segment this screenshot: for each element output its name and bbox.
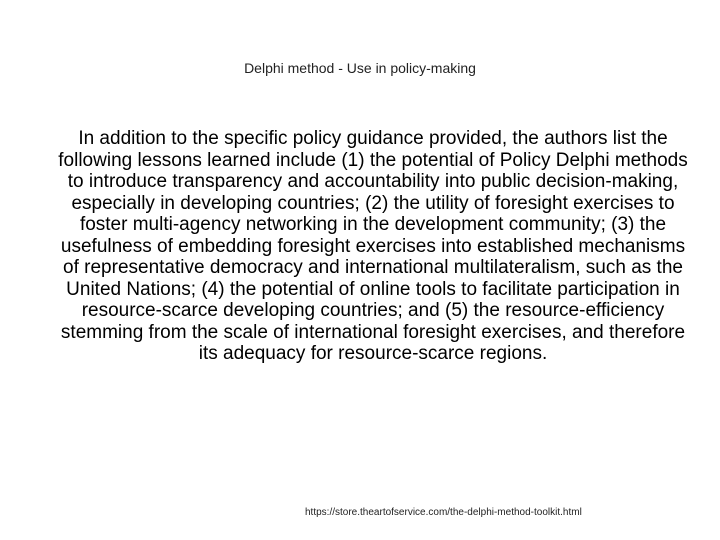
footer-url: https://store.theartofservice.com/the-delphi-method-toolkit.html <box>305 507 582 518</box>
slide-title: Delphi method - Use in policy-making <box>244 60 476 76</box>
slide-body-text: In addition to the specific policy guidance provided, the authors list the following lessons learned include (1) the potential of Policy Delphi methods to introduce transparency and accountability into public decision-making, especially in developing countries; (2) the utility of foresight exercises to foster multi-agency networking in the development community; (3) the usefulness of embedding foresight exercises into established mechanisms of representative democracy and international multilateralism, such as the United Nations; (4) the potential of online tools to facilitate participation in resource-scarce developing countries; and (5) the resource-efficiency stemming from the scale of international foresight exercises, and therefore its adequacy for resource-scarce regions. <box>58 128 688 364</box>
